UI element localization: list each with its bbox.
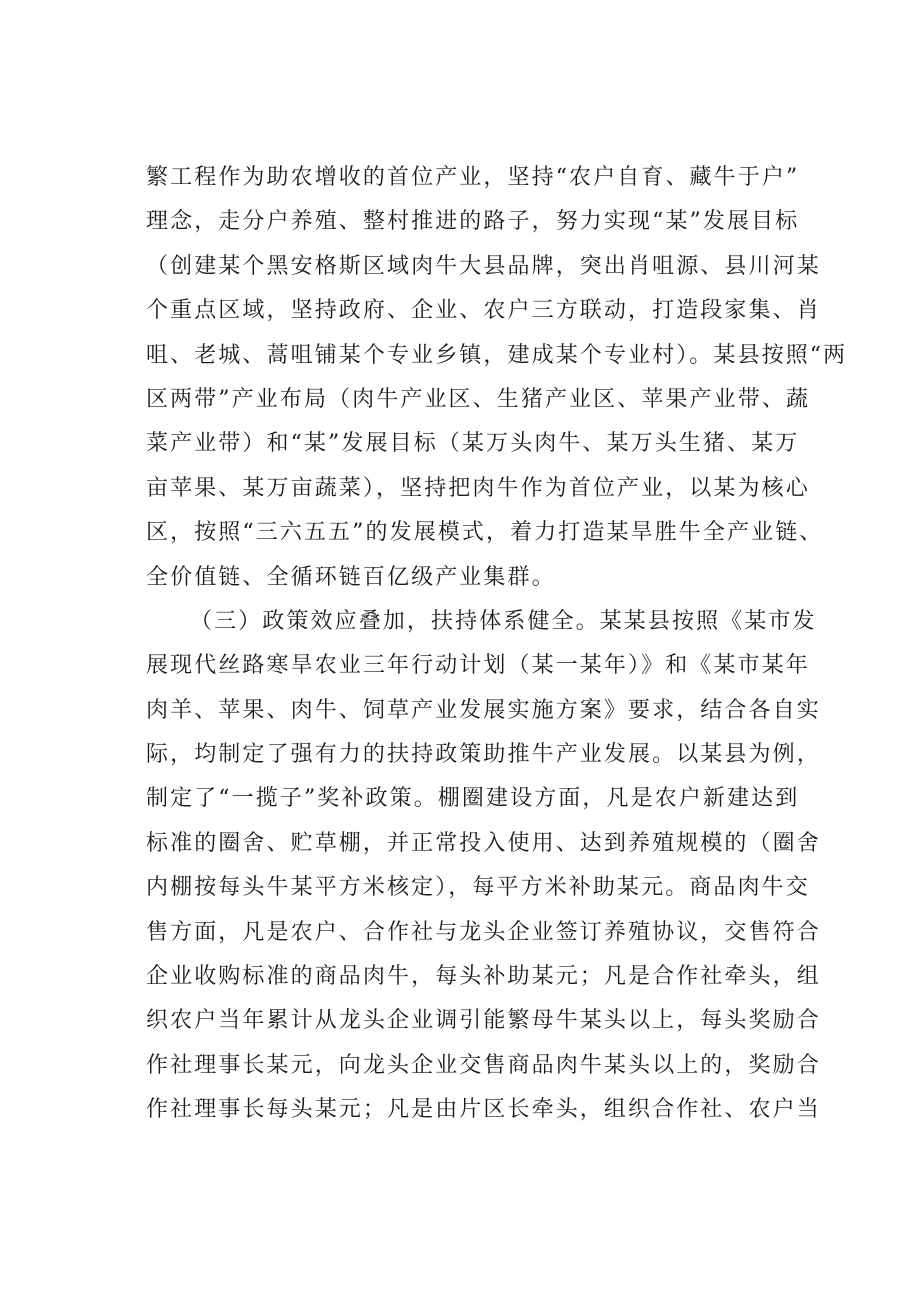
- body-text: [146, 156, 848, 1133]
- text-line: 展现代丝路寒旱农业三年行动计划（某一某年）》和《某市某年: [146, 653, 810, 679]
- text-line: 全价值链、全循环链百亿级产业集群。: [146, 564, 556, 590]
- text-line: 理念，走分户养殖、整村推进的路子，努力实现“某”发展目标: [146, 209, 800, 235]
- text-line: 区，按照“三六五五”的发展模式，着力打造某旱胜牛全产业链、: [146, 520, 824, 546]
- text-line: 制定了“一揽子”奖补政策。棚圈建设方面，凡是农户新建达到: [146, 786, 800, 812]
- text-line: 肉羊、苹果、肉牛、饲草产业发展实施方案》要求，结合各自实: [146, 697, 821, 723]
- text-line: 织农户当年累计从龙头企业调引能繁母牛某头以上，每头奖励合: [146, 1008, 821, 1034]
- text-line: 亩苹果、某万亩蔬菜），坚持把肉牛作为首位产业，以某为核心: [146, 475, 810, 501]
- text-line: 售方面，凡是农户、合作社与龙头企业签订养殖协议，交售符合: [146, 919, 821, 945]
- text-line: 菜产业带）和“某”发展目标（某万头肉牛、某万头生猪、某万: [146, 431, 800, 457]
- text-line: 区两带”产业布局（肉牛产业区、生猪产业区、苹果产业带、蔬: [146, 386, 811, 412]
- text-line: （创建某个黑安格斯区域肉牛大县品牌，突出肖咀源、县川河某: [146, 253, 821, 279]
- text-line: 咀、老城、蒿咀铺某个专业乡镇，建成某个专业村）。某县按照“两: [146, 342, 848, 368]
- section-heading-line: （三）政策效应叠加，扶持体系健全。某某县按照《某市发: [190, 608, 817, 634]
- text-line: 繁工程作为助农增收的首位产业，坚持“农户自育、藏牛于户”: [146, 165, 800, 190]
- text-line: 作社理事长每头某元；凡是由片区长牵头，组织合作社、农户当: [146, 1097, 821, 1123]
- text-line: 标准的圈舍、贮草棚，并正常投入使用、达到养殖规模的（圈舍: [146, 830, 821, 856]
- text-line: 际，均制定了强有力的扶持政策助推牛产业发展。以某县为例，: [146, 742, 821, 768]
- text-line: 内棚按每头牛某平方米核定），每平方米补助某元。商品肉牛交: [146, 875, 810, 901]
- text-line: 个重点区域，坚持政府、企业、农户三方联动，打造段家集、肖: [146, 298, 821, 324]
- text-line: 企业收购标准的商品肉牛，每头补助某元；凡是合作社牵头，组: [146, 964, 821, 990]
- text-line: 作社理事长某元，向龙头企业交售商品肉牛某头以上的，奖励合: [146, 1052, 821, 1078]
